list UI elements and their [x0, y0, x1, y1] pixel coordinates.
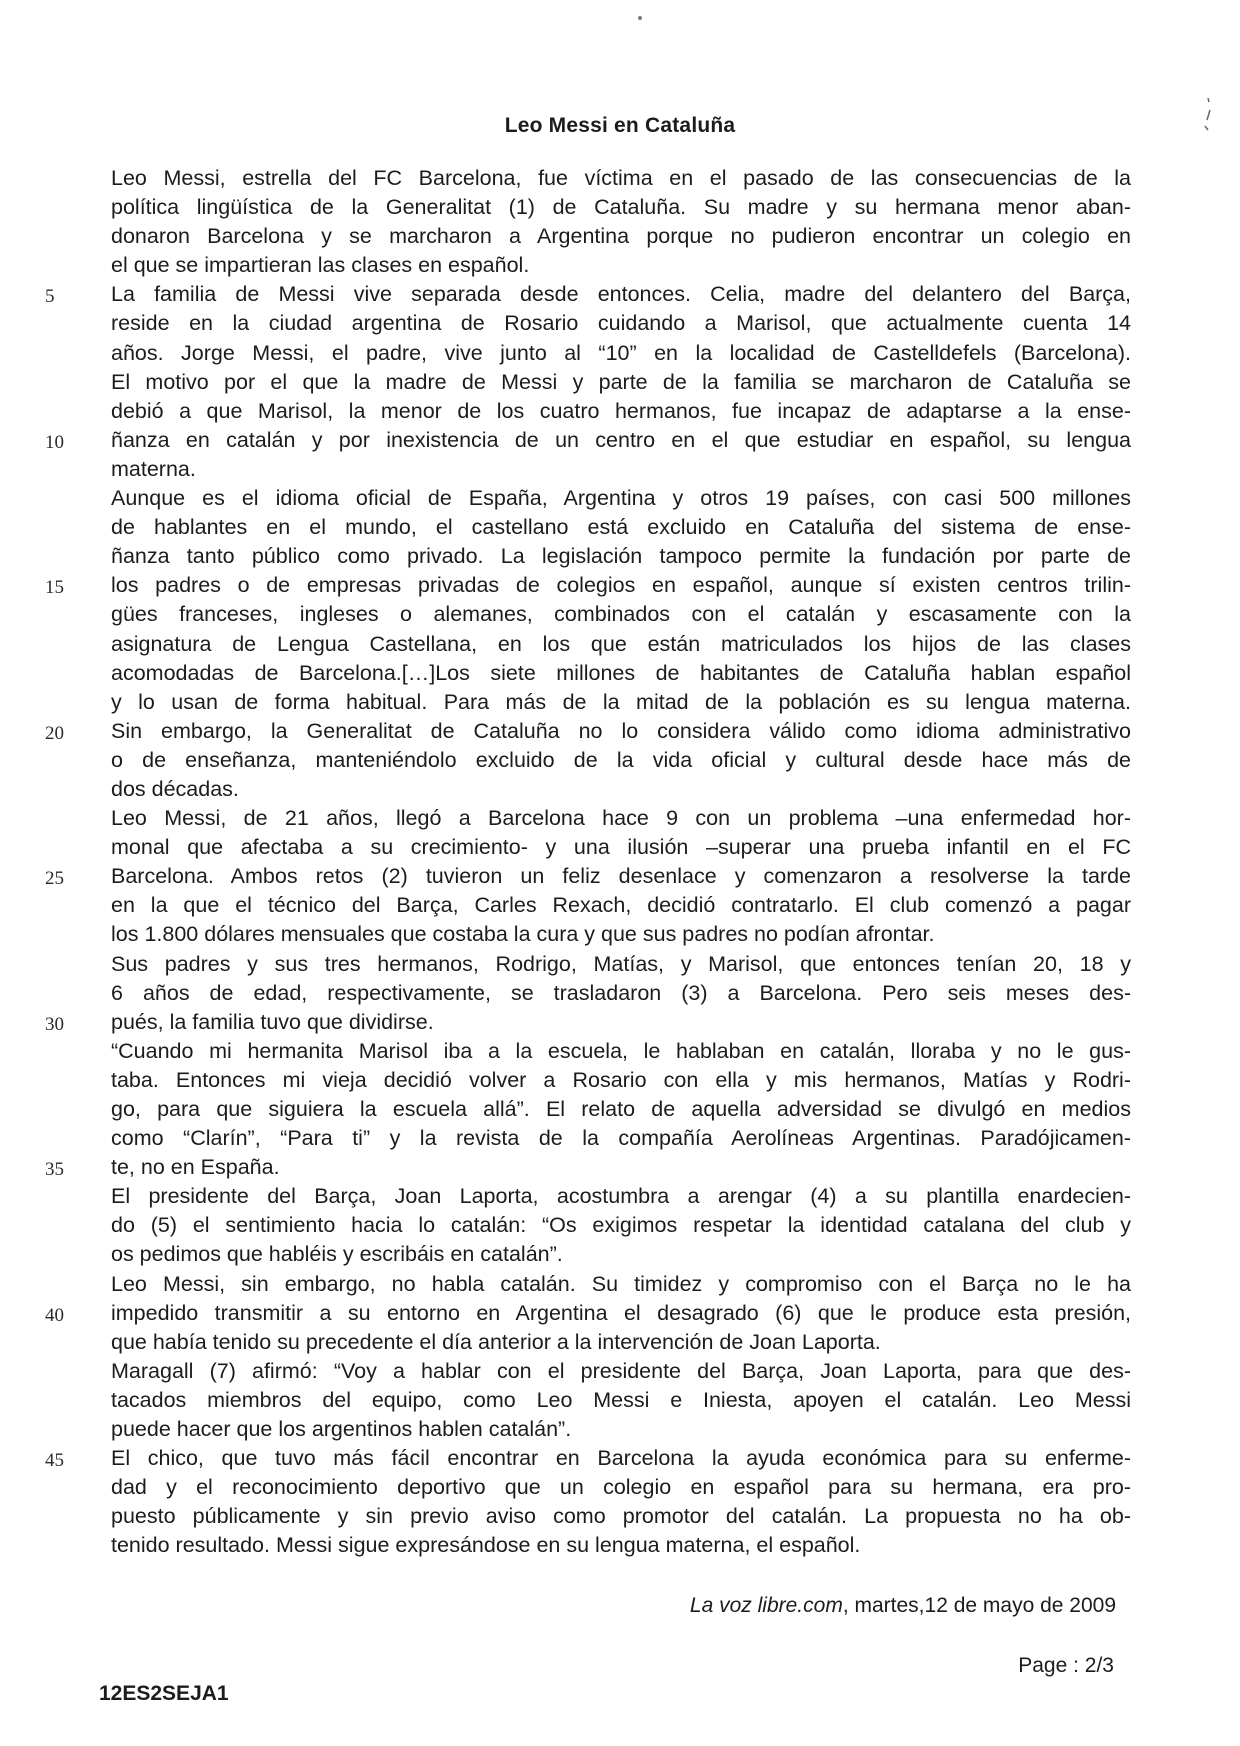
text-line: [111, 979, 1131, 1008]
text-line: [45, 280, 1131, 309]
text-line: [111, 1415, 1131, 1444]
text-line: [111, 484, 1131, 513]
line-text: taba. Entonces mi vieja decidió volver a Rosario con ella y mis hermanos, Matías y Rodri-: [111, 1067, 1131, 1092]
line-text: puesto públicamente y sin previo aviso como promotor del catalán. La propuesta no ha ob-: [111, 1504, 1131, 1529]
text-line: [111, 630, 1131, 659]
line-text: materna.: [111, 456, 196, 481]
text-line: [111, 746, 1131, 775]
line-text: de hablantes en el mundo, el castellano está excluido en Cataluña del sistema de ense-: [111, 515, 1131, 540]
source-date: , martes,12 de mayo de 2009: [842, 1594, 1116, 1617]
line-text: te, no en España.: [111, 1155, 280, 1180]
text-line: [111, 1240, 1131, 1269]
text-line: [111, 1357, 1131, 1386]
text-line: [111, 1328, 1131, 1357]
line-text: dos décadas.: [111, 776, 239, 801]
line-text: acomodadas de Barcelona.[…]Los siete millones de habitantes de Cataluña hablan español: [111, 660, 1131, 685]
scan-speck: [638, 16, 642, 20]
source-citation: [690, 1594, 1116, 1618]
line-text: impedido transmitir a su entorno en Argentina el desagrado (6) que le produce esta presión,: [111, 1300, 1131, 1325]
line-number: 30: [45, 1013, 64, 1035]
line-number: 15: [45, 577, 64, 599]
line-text: La familia de Messi vive separada desde entonces. Celia, madre del delantero del Barça,: [111, 282, 1131, 307]
line-number: 20: [45, 722, 64, 744]
line-number: 10: [45, 431, 64, 453]
text-line: [111, 1386, 1131, 1415]
text-line: [111, 1124, 1131, 1153]
text-line: [111, 804, 1131, 833]
text-line: [111, 397, 1131, 426]
line-number: 40: [45, 1304, 64, 1326]
text-line: [111, 1211, 1131, 1240]
text-line: [111, 688, 1131, 717]
text-line: [111, 1066, 1131, 1095]
line-text: do (5) el sentimiento hacia lo catalán: “Os exigimos respetar la identidad catalana del club y: [111, 1213, 1131, 1238]
line-text: El chico, que tuvo más fácil encontrar en Barcelona la ayuda económica para su enferme-: [111, 1446, 1131, 1471]
line-text: como “Clarín”, “Para ti” y la revista de la compañía Aerolíneas Argentinas. Paradójicamen-: [111, 1126, 1131, 1151]
line-text: Leo Messi, sin embargo, no habla catalán. Su timidez y compromiso con el Barça no le ha: [111, 1271, 1131, 1296]
text-line: [111, 600, 1131, 629]
text-line: [111, 659, 1131, 688]
line-text: debió a que Marisol, la menor de los cuatro hermanos, fue incapaz de adaptarse a la ense-: [111, 398, 1131, 423]
article-body: [45, 164, 1131, 1561]
line-text: monal que afectaba a su crecimiento- y una ilusión –superar una prueba infantil en el FC: [111, 835, 1131, 860]
text-line: [111, 513, 1131, 542]
line-text: tacados miembros del equipo, como Leo Messi e Iniesta, apoyen el catalán. Leo Messi: [111, 1387, 1131, 1412]
text-line: [45, 717, 1131, 746]
text-line: [111, 251, 1131, 280]
text-line: [45, 571, 1131, 600]
text-line: [111, 1095, 1131, 1124]
page-number: Page : 2/3: [1018, 1654, 1114, 1677]
scan-mark: [1196, 96, 1216, 136]
line-text: en la que el técnico del Barça, Carles Rexach, decidió contratarlo. El club comenzó a pagar: [111, 893, 1131, 918]
text-line: [111, 368, 1131, 397]
line-text: política lingüística de la Generalitat (1) de Cataluña. Su madre y su hermana menor aban-: [111, 195, 1131, 220]
line-text: que había tenido su precedente el día anterior a la intervención de Joan Laporta.: [111, 1329, 881, 1354]
text-line: [111, 1473, 1131, 1502]
line-text: Leo Messi, estrella del FC Barcelona, fue víctima en el pasado de las consecuencias de la: [111, 166, 1131, 190]
line-text: Aunque es el idioma oficial de España, Argentina y otros 19 países, con casi 500 millones: [111, 486, 1131, 511]
text-line: [45, 1444, 1131, 1473]
line-text: el que se impartieran las clases en español.: [111, 253, 530, 278]
line-text: puede hacer que los argentinos hablen catalán”.: [111, 1417, 572, 1442]
text-line: [45, 1299, 1131, 1328]
text-line: [111, 833, 1131, 862]
line-number: 5: [45, 286, 55, 308]
line-text: ñanza en catalán y por inexistencia de un centro en el que estudiar en español, su lengua: [111, 427, 1131, 452]
line-number: 25: [45, 868, 64, 890]
line-number: 45: [45, 1450, 64, 1472]
text-line: [45, 862, 1131, 891]
line-text: gües franceses, ingleses o alemanes, combinados con el catalán y escasamente con la: [111, 602, 1131, 627]
line-text: pués, la familia tuvo que dividirse.: [111, 1009, 434, 1034]
text-line: [45, 426, 1131, 455]
source-site: La voz libre.com: [689, 1594, 843, 1617]
text-line: [111, 164, 1131, 193]
text-line: [111, 891, 1131, 920]
line-text: o de enseñanza, manteniéndolo excluido de la vida oficial y cultural desde hace más de: [111, 747, 1131, 772]
text-line: [111, 920, 1131, 949]
text-line: [111, 1182, 1131, 1211]
text-line: [111, 775, 1131, 804]
text-line: [111, 222, 1131, 251]
text-line: [111, 1531, 1131, 1560]
line-text: El presidente del Barça, Joan Laporta, acostumbra a arengar (4) a su plantilla enardecien-: [111, 1184, 1131, 1209]
line-text: dad y el reconocimiento deportivo que un colegio en español para su hermana, era pro-: [111, 1475, 1131, 1500]
text-line: [111, 339, 1131, 368]
line-text: asignatura de Lengua Castellana, en los que están matriculados los hijos de las clases: [111, 631, 1131, 656]
line-text: años. Jorge Messi, el padre, vive junto al “10” en la localidad de Castelldefels (Barcelona).: [111, 340, 1131, 365]
line-text: go, para que siguiera la escuela allá”. El relato de aquella adversidad se divulgó en medios: [111, 1097, 1131, 1121]
line-text: Sus padres y sus tres hermanos, Rodrigo, Matías, y Marisol, que entonces tenían 20, 18 y: [111, 951, 1131, 976]
line-text: “Cuando mi hermanita Marisol iba a la escuela, le hablaban en catalán, lloraba y no le gus-: [111, 1038, 1131, 1063]
line-text: Leo Messi, de 21 años, llegó a Barcelona hace 9 con un problema –una enfermedad hor-: [111, 806, 1131, 831]
text-line: [111, 455, 1131, 484]
line-text: os pedimos que habléis y escribáis en catalán”.: [111, 1242, 563, 1267]
text-line: [111, 950, 1131, 979]
line-text: donaron Barcelona y se marcharon a Argentina porque no pudieron encontrar un colegio en: [111, 224, 1131, 249]
text-line: [111, 1502, 1131, 1531]
line-text: Sin embargo, la Generalitat de Cataluña no lo considera válido como idioma administrativo: [111, 718, 1131, 743]
line-text: reside en la ciudad argentina de Rosario cuidando a Marisol, que actualmente cuenta 14: [111, 311, 1131, 336]
line-text: El motivo por el que la madre de Messi y parte de la familia se marcharon de Cataluña se: [111, 369, 1131, 394]
line-number: 35: [45, 1159, 64, 1181]
line-text: 6 años de edad, respectivamente, se trasladaron (3) a Barcelona. Pero seis meses des-: [111, 980, 1131, 1005]
line-text: ñanza tanto público como privado. La legislación tampoco permite la fundación por parte de: [111, 544, 1131, 569]
line-text: tenido resultado. Messi sigue expresándose en su lengua materna, el español.: [111, 1533, 861, 1558]
line-text: y lo usan de forma habitual. Para más de la mitad de la población es su lengua materna.: [111, 689, 1131, 714]
line-text: Maragall (7) afirmó: “Voy a hablar con el presidente del Barça, Joan Laporta, para que des-: [111, 1358, 1131, 1383]
line-text: los padres o de empresas privadas de colegios en español, aunque sí existen centros trilin-: [111, 573, 1131, 598]
text-line: [111, 1270, 1131, 1299]
text-line: [111, 542, 1131, 571]
document-title: Leo Messi en Cataluña: [504, 114, 736, 137]
text-line: [111, 1037, 1131, 1066]
text-line: [45, 1008, 1131, 1037]
text-line: [45, 1153, 1131, 1182]
line-text: Barcelona. Ambos retos (2) tuvieron un feliz desenlace y comenzaron a resolverse la tarde: [111, 864, 1131, 889]
text-line: [111, 309, 1131, 338]
document-code: 12ES2SEJA1: [99, 1682, 229, 1705]
text-line: [111, 193, 1131, 222]
line-text: los 1.800 dólares mensuales que costaba la cura y que sus padres no podían afrontar.: [111, 922, 935, 947]
